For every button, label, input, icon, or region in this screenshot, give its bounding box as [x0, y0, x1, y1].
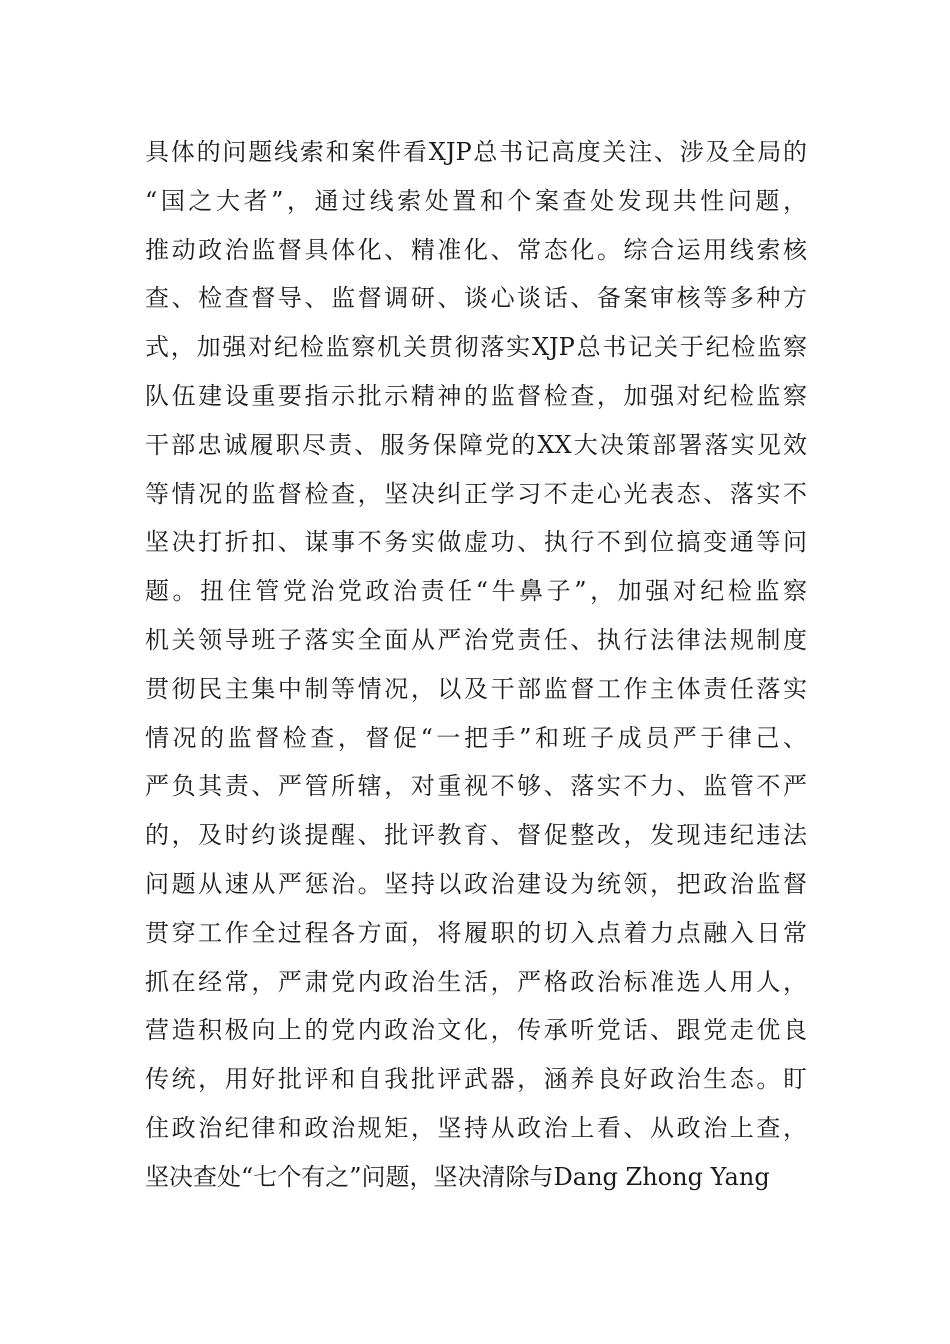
text-line: 的，及时约谈提醒、批评教育、督促整改，发现违纪违法: [145, 821, 807, 850]
text-line: 干部忠诚履职尽责、服务保障党的XX大决策部署落实见效: [145, 430, 807, 459]
text-line: 坚决打折扣、谋事不务实做虚功、执行不到位搞变通等问: [145, 528, 807, 557]
text-line: 查、检查督导、监督调研、谈心谈话、备案审核等多种方: [145, 284, 807, 313]
text-line: 抓在经常，严肃党内政治生活，严格政治标准选人用人，: [145, 967, 807, 996]
text-line: 等情况的监督检查，坚决纠正学习不走心光表态、落实不: [145, 479, 807, 508]
text-line: 队伍建设重要指示批示精神的监督检查，加强对纪检监察: [145, 381, 807, 410]
text-line: 贯彻民主集中制等情况，以及干部监督工作主体责任落实: [145, 674, 807, 703]
text-line: 严负其责、严管所辖，对重视不够、落实不力、监管不严: [145, 772, 807, 801]
text-line: 住政治纪律和政治规矩，坚持从政治上看、从政治上查，: [145, 1113, 807, 1142]
text-line: 贯穿工作全过程各方面，将履职的切入点着力点融入日常: [145, 918, 807, 947]
body-paragraph: [145, 128, 807, 1202]
text-line: 推动政治监督具体化、精准化、常态化。综合运用线索核: [145, 235, 807, 264]
text-line: 式，加强对纪检监察机关贯彻落实XJP总书记关于纪检监察: [145, 333, 807, 362]
text-line: 具体的问题线索和案件看XJP总书记高度关注、涉及全局的: [145, 138, 807, 166]
text-line: 题。扭住管党治党政治责任“牛鼻子”，加强对纪检监察: [145, 577, 807, 606]
text-line: 情况的监督检查，督促“一把手”和班子成员严于律己、: [145, 723, 807, 752]
text-line: 问题从速从严惩治。坚持以政治建设为统领，把政治监督: [145, 869, 807, 898]
text-line: 坚决查处“七个有之”问题，坚决清除与Dang Zhong Yang: [145, 1162, 770, 1191]
text-line: “国之大者”，通过线索处置和个案查处发现共性问题，: [145, 186, 807, 215]
text-line: 营造积极向上的党内政治文化，传承听党话、跟党走优良: [145, 1016, 807, 1045]
text-line: 机关领导班子落实全面从严治党责任、执行法律法规制度: [145, 625, 807, 654]
text-line: 传统，用好批评和自我批评武器，涵养良好政治生态。盯: [145, 1065, 807, 1094]
